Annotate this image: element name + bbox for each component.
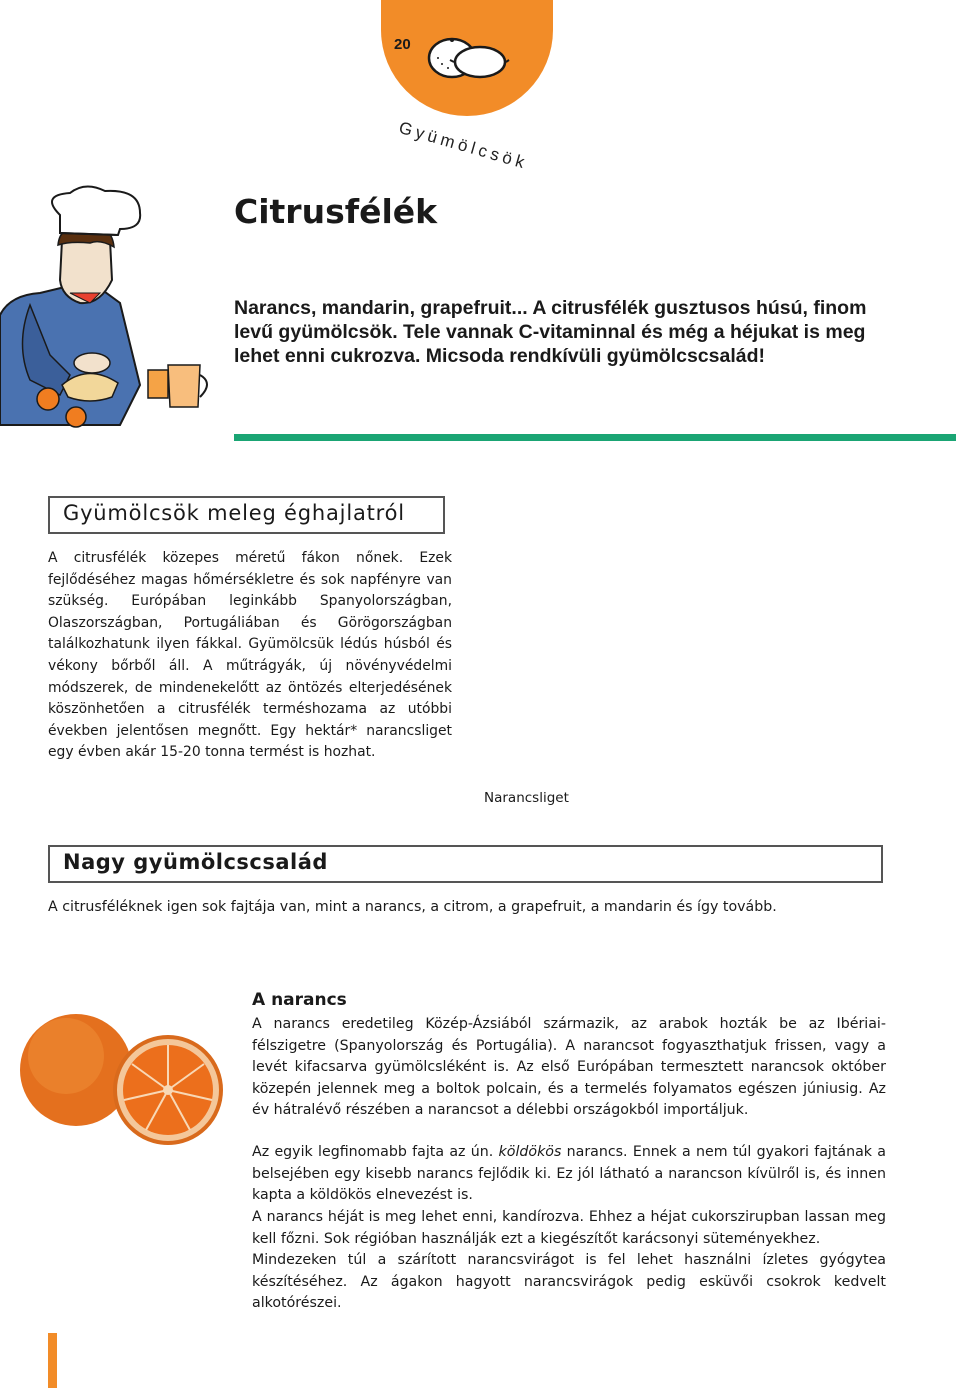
- candied-peel-paragraph: A narancs héját is meg lehet enni, kandírozva. Ehhez a héjat cukorszirupban lassan meg kell főzni. Sok régióban használják ezt a kiegészítőt karácsonyi süteményekhez.: [252, 1209, 886, 1247]
- orange-photo: [18, 1000, 228, 1160]
- page-edge-marker: [48, 1333, 57, 1388]
- page-number: 20: [394, 36, 411, 53]
- intro-paragraph: Narancs, mandarin, grapefruit... A citrusfélék gusztusos húsú, finom levű gyümölcsök. Tele vannak C-vitaminnal és még a héjukat is meg lehet enni cukrozva. Micsoda rendkívüli gyümölcscsalád!: [234, 297, 867, 367]
- section-label: Gyümölcsök: [396, 118, 531, 174]
- navel-term: köldökös: [498, 1144, 562, 1160]
- citrus-fruits-icon: [424, 34, 510, 82]
- page-title: Citrusfélék: [234, 192, 438, 231]
- big-family-paragraph: A citrusféléknek igen sok fajtája van, mint a narancs, a citrom, a grapefruit, a mandarin és így tovább.: [48, 899, 777, 915]
- navel-orange-paragraph: [252, 1142, 886, 1207]
- warm-climate-paragraph: A citrusfélék közepes méretű fákon nőnek. Ezek fejlődéséhez magas hőmérsékletre és sok napfényre van szükség. Európában leginkább Spanyolországban, Olaszországban, Portugáliában és Görögországban találkozhatunk ilyen fákkal. Gyümölcsük lédús húsból és vékony bőrből áll. A műtrágyák, új növényvédelmi módszerek, de mindenekelőtt az öntözés elterjedésének köszönhetően a citrusfélék terméshozama az utóbbi években jelentősen megnőtt. Egy hektár* narancsliget egy évben akár 15-20 tonna termést is hozhat.: [48, 550, 452, 761]
- section-heading-warm-climate: Gyümölcsök meleg éghajlatról: [48, 496, 445, 534]
- section-heading-big-family: Nagy gyümölcscsalád: [48, 845, 883, 883]
- orange-origin-paragraph: A narancs eredetileg Közép-Ázsiából származik, az arabok hozták be az Ibériai-félszigetre (Spanyolország és Portugália). A narancsot fogyaszthatjuk frissen, vagy a levét kifacsarva gyümölcsléként is. Az első Európában termesztett narancsok október közepén jelennek meg a boltok polcain, és a termelés folyamatos egészen júniusig. Az év hátralévő részében a narancsot a délebbi országokból importáljuk.: [252, 1016, 886, 1119]
- navel-text-before: Az egyik legfinomabb fajta az ún.: [252, 1144, 499, 1160]
- orange-blossom-paragraph: Mindezeken túl a szárított narancsvirágot is fel lehet használni ízletes gyógytea készítéséhez. Az ágakon hagyott narancsvirágok pedig esküvői csokrok kedvelt alkotórészei.: [252, 1252, 886, 1312]
- chef-squeezing-orange-illustration: [0, 185, 220, 430]
- image-caption: Narancsliget: [484, 790, 569, 806]
- divider-line: [234, 434, 956, 441]
- navel-text-after: narancs. Ennek a nem túl gyakori fajtának a belsejében egy kisebb narancs fejlődik ki. Ez jól látható a narancson kívülről is, és innen kapta a köldökös elnevezést is.: [252, 1144, 886, 1204]
- orange-section-title: A narancs: [252, 990, 347, 1010]
